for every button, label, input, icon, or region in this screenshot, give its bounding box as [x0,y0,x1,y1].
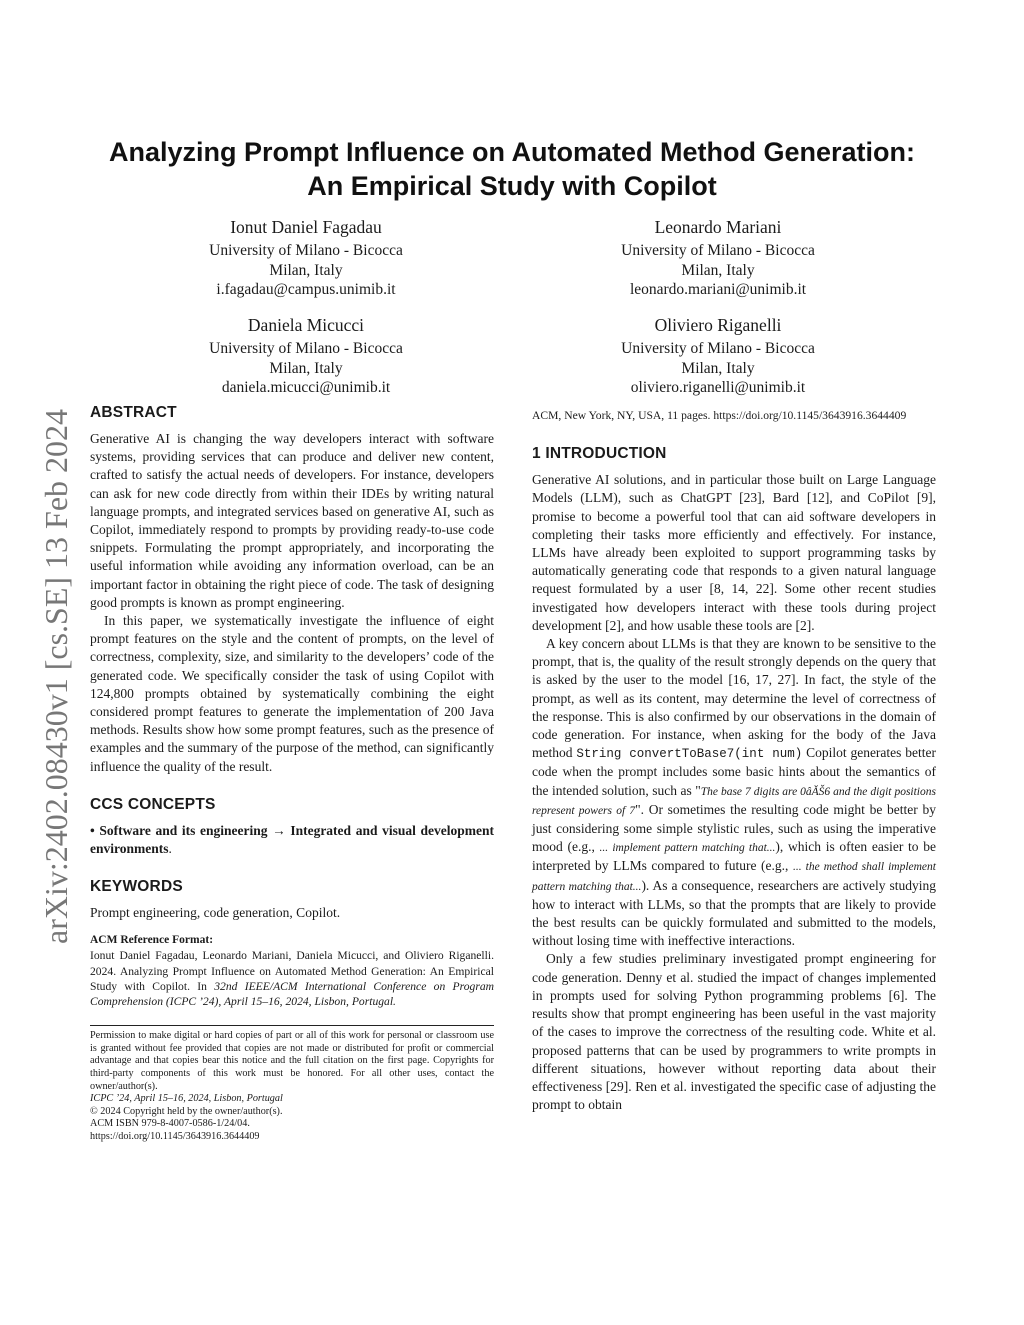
intro-p2-text-a: A key concern about LLMs is that they are known to be sensitive to the prompt, that is, the quality of the result strongly depends on the query that is asked by the user to the model [16, 17, 27]. In fact, the style of the prompt, as well as its content, may determine the level of correctness of the response. This is also confirmed by our observations in the domain of code generation. For instance, when asking for the body of the Java method [532,636,936,761]
author-block [156,216,456,300]
paper-title [60,135,964,203]
arxiv-identifier: arXiv:2402.08430v1 [cs.SE] 13 Feb 2024 [38,408,74,944]
intro-p2-text-b: Copilot generates better code when the prompt includes some basic hints about the semantics of the intended solution, such as " [532,745,936,798]
abstract-heading: ABSTRACT [90,404,177,421]
abstract-paragraph-2: In this paper, we systematically investigate the influence of eight prompt features on the style and the content of prompts, on the level of correctness, complexity, size, and similarity to the developers’ code of the generated code. We specifically consider the task of using Copilot with 124,800 prompts obtained by systematically combining the eight considered prompt features to generate the implementation of 200 Java methods. Results show how some prompt features, such as the presence of examples and the summary of the purpose of the method, can significantly influence the quality of the result. [90,613,494,774]
author-name: Leonardo Mariani [654,217,782,237]
ccs-heading: CCS CONCEPTS [90,795,216,813]
abstract-paragraph-1: Generative AI is changing the way developers interact with software systems, providing services that can produce and deliver new content, crafted to satisfy the actual needs of developers. For instance, developers can ask for new code directly from within their IDEs by writing natural language prompts, and integrated services based on generative AI, such as Copilot, immediately respond to prompts by providing ready-to-use code snippets. Formulating the prompt appropriately, and incorporating the useful information while avoiding any information overload, can be an important factor in obtaining the right piece of code. The task of designing good prompts is known as prompt engineering. [90,431,494,610]
author-block [568,314,868,398]
permission-notice: Permission to make digital or hard copies of part or all of this work for personal or classroom use is granted without fee provided that copies are not made or distributed for profit or commercial advantage and that copies bear this notice and the full citation on the first page. Copyrights for third-party components of this work must be honored. For all other uses, contact the owner/author(s). [90,1030,494,1092]
left-column [90,404,494,1144]
intro-p2-text-c: ". Or sometimes the resulting code might be better by just considering some simple stylistic rules, such as using the imperative mood (e.g., [532,801,936,855]
intro-p2-text-d: ), which is often easier to be interpreted by LLMs compared to future (e.g., [532,839,936,874]
author-location: Milan, Italy [269,261,343,279]
author-affiliation: University of Milano - Bicocca [209,340,403,357]
java-method-signature: String convertToBase7(int num) [576,747,803,762]
footnote-doi[interactable]: https://doi.org/10.1145/3643916.3644409 [90,1131,260,1143]
acm-reference-text [90,948,494,1009]
footnote-conference: ICPC ’24, April 15–16, 2024, Lisbon, Portugal [90,1093,283,1105]
author-name: Daniela Micucci [247,315,365,335]
author-affiliation: University of Milano - Bicocca [621,340,815,357]
imperative-example: ... implement pattern matching that... [599,842,776,855]
author-location: Milan, Italy [681,359,755,377]
intro-paragraph-1: Generative AI solutions, and in particular those built on Large Language Models (LLM), such as ChatGPT [23], Bard [12], and CoPilot [9], promise to become a powerful tool that can aid software developers in completing their tasks more efficiently and effectively. For instance, LLMs have already been exploited to support programming tasks by automatically generating code that responds to a given natural language request formulated by a user [8, 14, 22]. Some other recent studies investigated how developers interact with these tools during project development [2], and how usable these tools are [2]. [532,472,936,633]
ccs-suffix: . [168,841,172,857]
author-location: Milan, Italy [269,359,343,377]
author-location: Milan, Italy [681,261,755,279]
intro-paragraph-2 [532,635,936,950]
acm-reference-body: Ionut Daniel Fagadau, Leonardo Mariani, Daniela Micucci, and Oliviero Riganelli. 2024. Analyzing Prompt Influence on Automated Method Generation: An Empirical Study with Copilot. In [90,949,494,993]
author-email[interactable]: daniela.micucci@unimib.it [221,379,391,397]
keywords-heading: KEYWORDS [90,878,183,896]
title-line-1: Analyzing Prompt Influence on Automated Method Generation: [108,137,916,167]
author-email[interactable]: oliviero.riganelli@unimib.it [630,379,806,397]
author-affiliation: University of Milano - Bicocca [621,242,815,259]
ccs-concepts [90,822,494,858]
footnote-divider [90,1025,494,1026]
right-column [532,404,936,1114]
author-affiliation: University of Milano - Bicocca [209,242,403,259]
author-email[interactable]: leonardo.mariani@unimib.it [629,281,807,299]
intro-paragraph-3: Only a few studies preliminary investigated prompt engineering for code generation. Denny et al. studied the impact of changes implemented in prompts used for solving Python programming problems [6]. The results show that prompt engineering has been useful in the vast majority of the cases to improve the correctness of the resulting code. White et al. proposed patterns that can be used by programmers to write prompts in different situations, however without reporting data about their effectiveness [29]. Ren et al. investigated the specific case of adjusting the prompt to obtain [532,951,936,1113]
author-name: Ionut Daniel Fagadau [230,217,382,237]
example-hint: The base 7 digits are 0âĂŠ6 and the digit positions represent powers of 7 [532,785,936,817]
author-name: Oliviero Riganelli [654,315,782,335]
acm-reference-continuation: ACM, New York, NY, USA, 11 pages. https://doi.org/10.1145/3643916.3644409 [532,409,907,422]
keywords-text: Prompt engineering, code generation, Copilot. [90,905,341,921]
title-line-2: An Empirical Study with Copilot [307,171,717,201]
footnote-copyright: © 2024 Copyright held by the owner/author(s). [90,1105,283,1117]
footnote-isbn: ACM ISBN 979-8-4007-0586-1/24/04. [90,1118,250,1130]
ccs-text: • Software and its engineering → Integrated and visual development environments [90,822,494,857]
future-example: ... the method shall implement pattern matching that... [532,861,936,893]
intro-p2-text-e: ). As a consequence, researchers are actively studying how to interact with LLMs, so that the prompts that are likely to provide the best results can be quickly formulated and submitted to the models, without losing time with ineffective interactions. [532,877,936,949]
author-block [568,216,868,300]
author-block [156,314,456,398]
acm-reference-venue: 32nd IEEE/ACM International Conference on Program Comprehension (ICPC ’24), April 15–16, 2024, Lisbon, Portugal. [90,979,494,1009]
introduction-heading: 1 INTRODUCTION [532,445,667,463]
acm-reference-heading: ACM Reference Format: [90,934,214,947]
author-email[interactable]: i.fagadau@campus.unimib.it [216,281,396,299]
